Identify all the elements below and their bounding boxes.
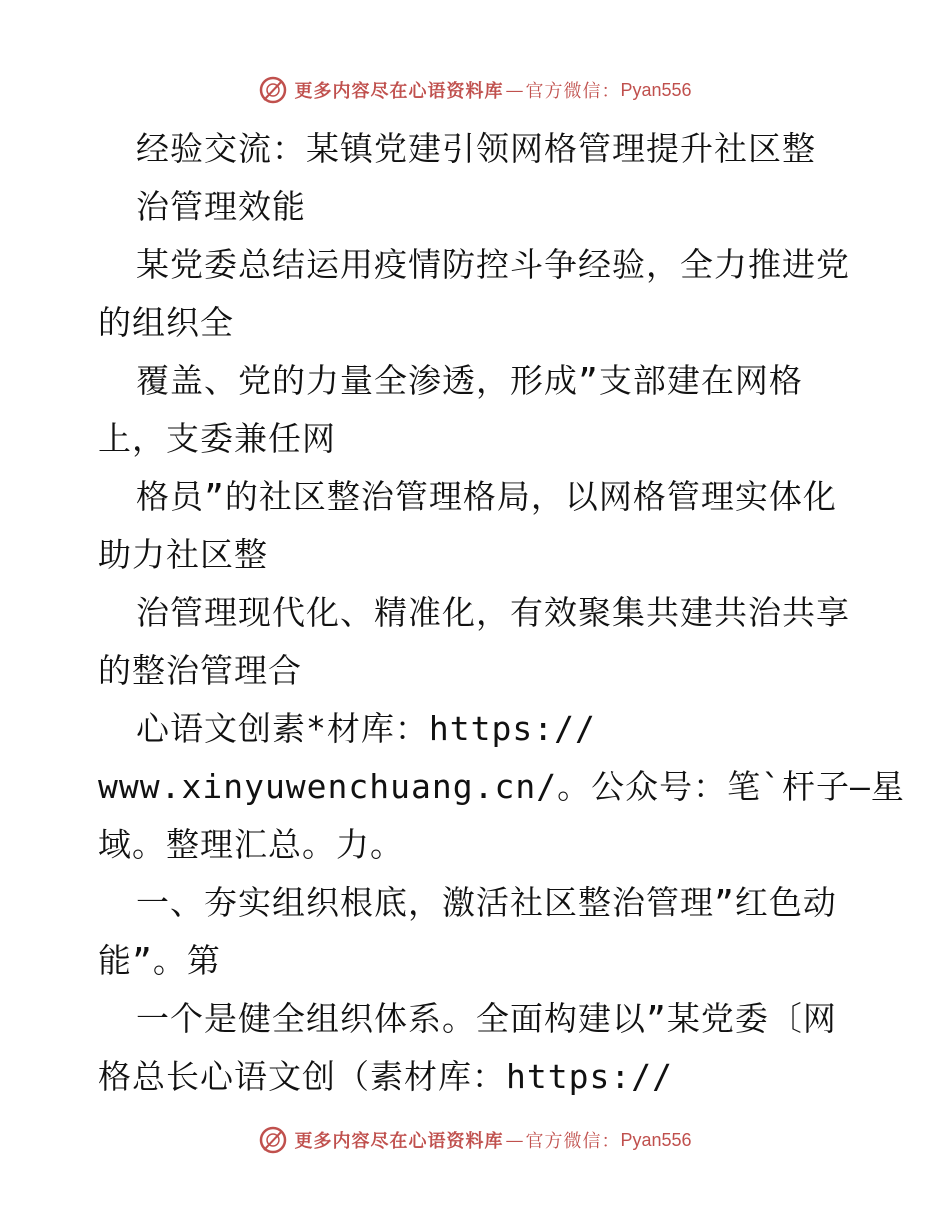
text-line: 上，支委兼任网: [98, 419, 336, 458]
watermark-text: 更多内容尽在心语资料库: [294, 81, 504, 102]
watermark-text: 更多内容尽在心语资料库: [294, 1131, 504, 1152]
text-line: 一、夯实组织根底，激活社区整治管理”红色动: [136, 883, 837, 922]
watermark-wechat-id: Pyan556: [620, 1129, 692, 1150]
text-line: 格员”的社区整治管理格局，以网格管理实体化: [136, 477, 837, 516]
document-body: [98, 120, 905, 1106]
text-line: www.xinyuwenchuang.cn/。公众号：笔`杆子—星: [98, 767, 905, 806]
watermark-dash: —: [505, 1129, 524, 1151]
header-watermark: [0, 70, 950, 110]
text-line: 经验交流：某镇党建引领网格管理提升社区整: [136, 129, 816, 168]
text-line: 能”。第: [98, 941, 221, 980]
text-line: 治管理现代化、精准化，有效聚集共建共治共享: [136, 593, 850, 632]
text-line: 的整治管理合: [98, 651, 302, 690]
watermark-dash: —: [505, 79, 524, 101]
watermark-wechat-id: Pyan556: [620, 79, 692, 100]
text-line: 覆盖、党的力量全渗透，形成”支部建在网格: [136, 361, 803, 400]
library-logo-icon: [258, 1125, 288, 1155]
library-logo-icon: [258, 75, 288, 105]
watermark-wechat-label: 官方微信：: [525, 81, 621, 102]
text-line: 助力社区整: [98, 535, 268, 574]
text-line: 一个是健全组织体系。全面构建以”某党委〔网: [136, 999, 837, 1038]
watermark-wechat-label: 官方微信：: [525, 1131, 621, 1152]
text-line: 心语文创素*材库：https://: [136, 709, 596, 748]
footer-watermark: [0, 1120, 950, 1160]
text-line: 治管理效能: [136, 187, 306, 226]
text-line: 域。整理汇总。力。: [98, 825, 404, 864]
text-line: 格总长心语文创（素材库：https://: [98, 1057, 673, 1096]
text-line: 的组织全: [98, 303, 234, 342]
text-line: 某党委总结运用疫情防控斗争经验，全力推进党: [136, 245, 850, 284]
